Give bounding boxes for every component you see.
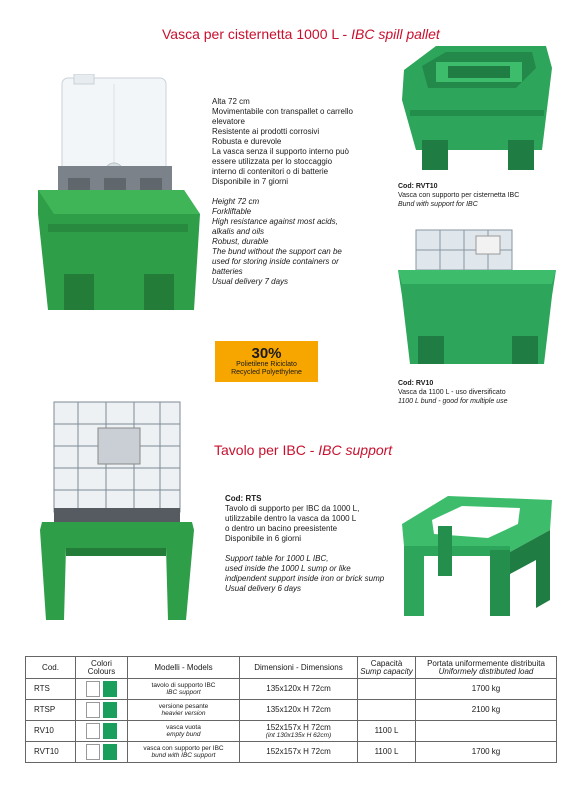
table-header-row: [26, 657, 557, 679]
title-english: IBC spill pallet: [351, 26, 440, 42]
dim-inner: (int 130x135x H 62cm): [265, 731, 332, 739]
rv10-italian: Vasca da 1100 L - uso diversificato: [398, 389, 506, 396]
rts-it-line: o dentro un bacino preesistente: [225, 524, 338, 533]
desc-en-line: alkalis and oils: [212, 227, 265, 236]
desc-it-line: Disponibile in 7 giorni: [212, 177, 289, 186]
cell-model: [128, 721, 240, 742]
rts-en-line: indipendent support inside iron or brick sump: [225, 574, 385, 583]
recycled-polyethylene-badge: [215, 341, 318, 382]
desc-it-line: Resistente ai prodotti corrosivi: [212, 127, 320, 136]
rv10-english: 1100 L bund - good for multiple use: [398, 398, 508, 405]
header-colours-en: Colours: [87, 666, 116, 676]
desc-it-line: essere utilizzata per lo stoccaggio: [212, 157, 333, 166]
model-en: heavier version: [161, 710, 206, 717]
cell-dimensions: 135x120x H 72cm: [240, 700, 358, 721]
desc-en-line: Usual delivery 7 days: [212, 277, 289, 286]
rts-it-line: Tavolo di supporto per IBC da 1000 L,: [225, 504, 360, 513]
white-swatch: [86, 744, 100, 760]
desc-it-line: Movimentabile con transpallet o carrello: [212, 107, 353, 116]
ibc-spill-pallet-image: [34, 74, 204, 314]
rts-support-table-image: [392, 490, 560, 620]
cell-dimensions: [240, 721, 358, 742]
green-swatch: [103, 723, 117, 739]
model-it: vasca vuota: [166, 724, 201, 731]
cell-code: RTS: [26, 679, 76, 700]
model-it: vasca con supporto per IBC: [143, 745, 224, 752]
cell-code: RV10: [26, 721, 76, 742]
cell-capacity: 1100 L: [358, 742, 416, 763]
white-swatch: [86, 702, 100, 718]
white-swatch: [86, 681, 100, 697]
rts-en-line: used inside the 1000 L sump or like: [225, 564, 351, 573]
header-load-en: Uniformely distributed load: [438, 666, 534, 676]
spill-pallet-description: [212, 97, 382, 287]
cell-colours: [76, 742, 128, 763]
desc-en-line: The bund without the support can be: [212, 247, 342, 256]
desc-it-line: Alta 72 cm: [212, 97, 250, 106]
rvt10-italian: Vasca con supporto per cisternetta IBC: [398, 192, 520, 199]
desc-it-line: interno di contenitori o di batterie: [212, 167, 329, 176]
cell-load: 1700 kg: [416, 742, 557, 763]
model-it: versione pesante: [158, 703, 209, 710]
desc-it-line: elevatore: [212, 117, 245, 126]
cell-colours: [76, 679, 128, 700]
model-en: bund with IBC support: [151, 752, 216, 759]
rv10-caption: [398, 379, 507, 406]
table-row: [26, 721, 557, 742]
dim-outer: 152x157x H 72cm: [266, 722, 331, 732]
header-code: Cod.: [26, 657, 76, 679]
title-italian: Tavolo per IBC -: [214, 442, 319, 458]
desc-en-line: used for storing inside containers or: [212, 257, 339, 266]
rv10-bund-image: [394, 226, 560, 374]
cell-dimensions: 152x157x H 72cm: [240, 742, 358, 763]
model-en: IBC support: [166, 689, 201, 696]
cell-load: [416, 721, 557, 742]
rv10-code: Cod: RV10: [398, 380, 434, 387]
rts-it-line: utilizzabile dentro la vasca da 1000 L: [225, 514, 357, 523]
header-load: [416, 657, 557, 679]
cell-dimensions: 135x120x H 72cm: [240, 679, 358, 700]
rts-code: Cod: RTS: [225, 494, 262, 503]
rvt10-caption: [398, 182, 519, 209]
rvt10-english: Bund with support for IBC: [398, 201, 478, 208]
table-row: [26, 742, 557, 763]
title-italian: Vasca per cisternetta 1000 L -: [162, 26, 352, 42]
header-dimensions: Dimensioni - Dimensions: [240, 657, 358, 679]
header-capacity-en: Sump capacity: [360, 666, 413, 676]
table-row: [26, 700, 557, 721]
cell-colours: [76, 721, 128, 742]
desc-en-line: High resistance against most acids,: [212, 217, 338, 226]
header-capacity: [358, 657, 416, 679]
cell-colours: [76, 700, 128, 721]
desc-en-line: batteries: [212, 267, 243, 276]
title-english: IBC support: [318, 442, 393, 458]
product-table: [25, 656, 557, 763]
badge-percent: 30%: [251, 345, 282, 362]
desc-en-line: Height 72 cm: [212, 197, 260, 206]
white-swatch: [86, 723, 100, 739]
badge-line-english: Recycled Polyethylene: [231, 369, 302, 376]
table-row: [26, 679, 557, 700]
model-it: tavolo di supporto IBC: [151, 682, 216, 689]
desc-en-line: Robust, durable: [212, 237, 269, 246]
cell-model: [128, 700, 240, 721]
cell-capacity: 1100 L: [358, 721, 416, 742]
rts-en-line: Support table for 1000 L IBC,: [225, 554, 329, 563]
header-load-it: Portata uniformemente distribuita: [427, 658, 545, 668]
desc-it-line: La vasca senza il supporto interno può: [212, 147, 349, 156]
header-colours-it: Colori: [91, 658, 112, 668]
cell-load: 2100 kg: [416, 700, 557, 721]
rvt10-bund-image: [396, 40, 556, 178]
rts-description: [225, 494, 395, 594]
green-swatch: [103, 744, 117, 760]
cell-model: [128, 679, 240, 700]
header-colours: [76, 657, 128, 679]
badge-line-italian: Polietilene Riciclato: [236, 361, 297, 368]
desc-en-line: Forkliftable: [212, 207, 252, 216]
green-swatch: [103, 681, 117, 697]
section-title-ibc-support: [214, 442, 392, 458]
header-capacity-it: Capacità: [370, 658, 403, 668]
cell-capacity: [358, 679, 416, 700]
cell-model: [128, 742, 240, 763]
rts-it-line: Disponibile in 6 giorni: [225, 534, 302, 543]
cell-code: RVT10: [26, 742, 76, 763]
cell-capacity: [358, 700, 416, 721]
desc-it-line: Robusta e durevole: [212, 137, 282, 146]
cell-code: RTSP: [26, 700, 76, 721]
rts-en-line: Usual delivery 6 days: [225, 584, 302, 593]
green-swatch: [103, 702, 117, 718]
rvt10-code: Cod: RVT10: [398, 183, 438, 190]
model-en: empty bund: [166, 731, 201, 738]
cell-load: 1700 kg: [416, 679, 557, 700]
header-models: Modelli - Models: [128, 657, 240, 679]
ibc-on-support-table-image: [36, 398, 198, 620]
